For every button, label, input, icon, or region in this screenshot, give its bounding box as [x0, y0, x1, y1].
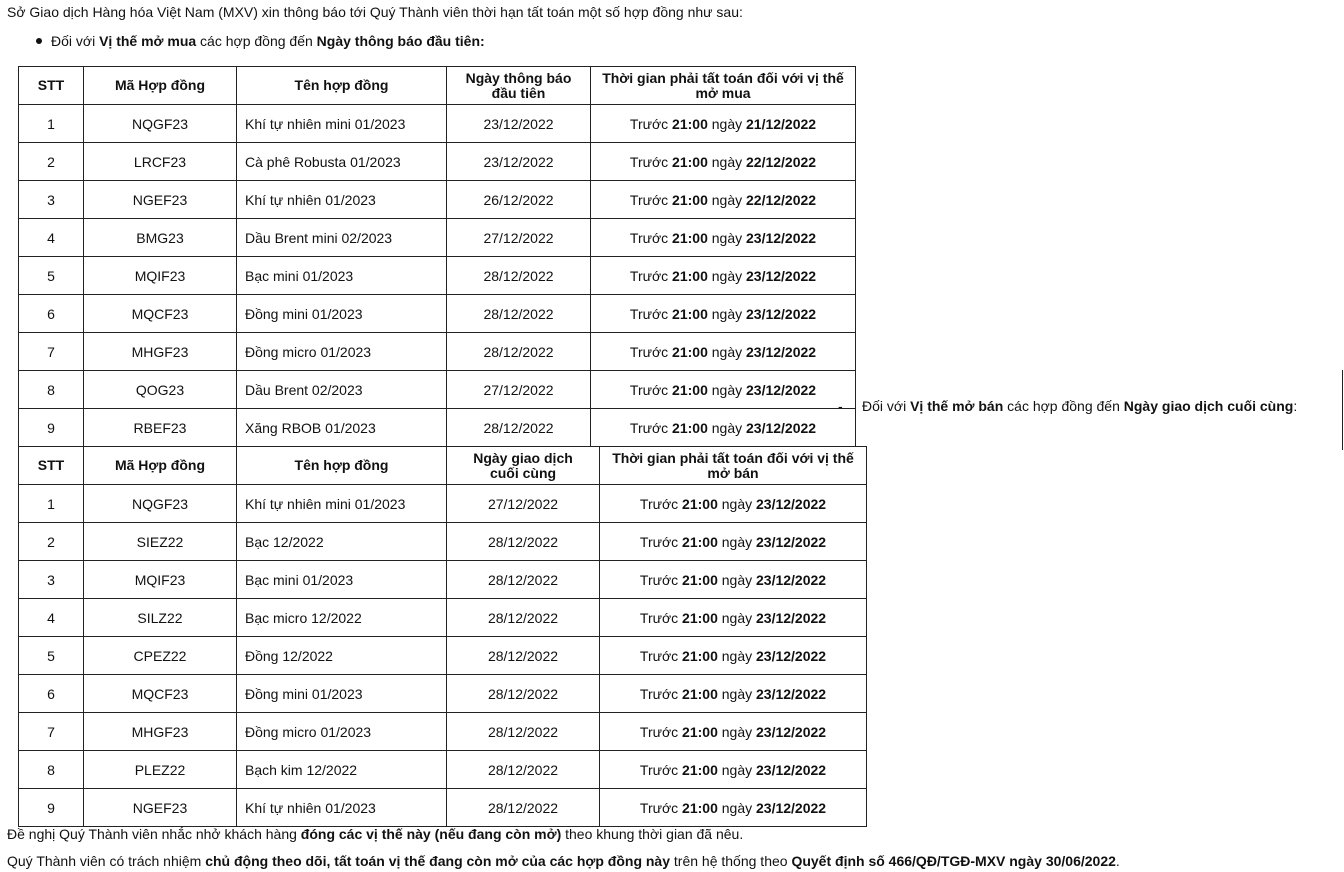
deadline-date: 23/12/2022 — [756, 723, 827, 740]
deadline-before: Trước — [629, 115, 673, 132]
deadline-date: 23/12/2022 — [746, 267, 817, 284]
deadline-ngay: ngày — [717, 647, 756, 664]
cell-code: BMG23 — [84, 219, 237, 257]
cell-stt: 9 — [19, 789, 84, 827]
table-row — [19, 181, 856, 219]
sell-heading-prefix: Đối với — [862, 398, 911, 414]
cell-deadline — [600, 637, 867, 675]
cell-stt: 9 — [19, 409, 84, 447]
cell-deadline — [591, 257, 856, 295]
cell-name: Đồng mini 01/2023 — [237, 675, 447, 713]
deadline-before: Trước — [639, 609, 683, 626]
reminder-bold: đóng các vị thế này (nếu đang còn mở) — [300, 826, 562, 842]
cell-date: 26/12/2022 — [447, 181, 591, 219]
cell-name: Xăng RBOB 01/2023 — [237, 409, 447, 447]
sell-section-heading — [838, 398, 1297, 414]
table-row — [19, 713, 867, 751]
cell-code: LRCF23 — [84, 143, 237, 181]
cell-name: Đồng 12/2022 — [237, 637, 447, 675]
deadline-date: 22/12/2022 — [746, 153, 817, 170]
cell-date: 28/12/2022 — [447, 523, 600, 561]
buy-heading-bold2: Ngày thông báo đầu tiên: — [316, 33, 485, 49]
buy-positions-table — [18, 66, 856, 447]
cell-deadline — [591, 105, 856, 143]
cell-name: Đồng micro 01/2023 — [237, 713, 447, 751]
table-row — [19, 523, 867, 561]
responsibility-prefix: Quý Thành viên có trách nhiệm — [7, 853, 206, 869]
cell-code: SILZ22 — [84, 599, 237, 637]
responsibility-bold2: Quyết định số 466/QĐ/TGĐ-MXV ngày 30/06/2022 — [791, 853, 1116, 869]
deadline-date: 21/12/2022 — [746, 115, 817, 132]
cell-deadline — [600, 789, 867, 827]
cell-stt: 1 — [19, 485, 84, 523]
deadline-time: 21:00 — [672, 381, 708, 398]
cell-code: SIEZ22 — [84, 523, 237, 561]
cell-deadline — [591, 371, 856, 409]
deadline-time: 21:00 — [672, 229, 708, 246]
cell-code: NQGF23 — [84, 105, 237, 143]
deadline-date: 22/12/2022 — [746, 191, 817, 208]
cell-date: 28/12/2022 — [447, 751, 600, 789]
cell-code: PLEZ22 — [84, 751, 237, 789]
deadline-date: 23/12/2022 — [756, 761, 827, 778]
cell-code: NQGF23 — [84, 485, 237, 523]
responsibility-text — [7, 853, 1120, 869]
bullet-icon — [36, 38, 42, 44]
cell-stt: 4 — [19, 599, 84, 637]
deadline-before: Trước — [629, 229, 673, 246]
table-row — [19, 333, 856, 371]
deadline-before: Trước — [639, 761, 683, 778]
cell-date: 28/12/2022 — [447, 675, 600, 713]
deadline-time: 21:00 — [682, 609, 718, 626]
cell-name: Khí tự nhiên 01/2023 — [237, 789, 447, 827]
table-row — [19, 789, 867, 827]
cell-deadline — [600, 561, 867, 599]
cell-date: 28/12/2022 — [447, 713, 600, 751]
cell-code: NGEF23 — [84, 789, 237, 827]
deadline-before: Trước — [639, 723, 683, 740]
cell-date: 28/12/2022 — [447, 257, 591, 295]
table-row — [19, 485, 867, 523]
frame-border-right — [1342, 370, 1343, 450]
cell-stt: 7 — [19, 333, 84, 371]
header-date: Ngày giao dịch cuối cùng — [447, 447, 600, 485]
cell-stt: 6 — [19, 675, 84, 713]
deadline-time: 21:00 — [682, 799, 718, 816]
header-stt: STT — [19, 67, 84, 105]
cell-code: MHGF23 — [84, 333, 237, 371]
cell-stt: 2 — [19, 143, 84, 181]
cell-code: QOG23 — [84, 371, 237, 409]
deadline-time: 21:00 — [682, 571, 718, 588]
deadline-time: 21:00 — [682, 761, 718, 778]
sell-heading-middle: các hợp đồng đến — [1003, 398, 1124, 414]
cell-name: Dầu Brent mini 02/2023 — [237, 219, 447, 257]
deadline-ngay: ngày — [717, 533, 756, 550]
cell-code: MQCF23 — [84, 295, 237, 333]
cell-deadline — [600, 713, 867, 751]
cell-deadline — [600, 751, 867, 789]
sell-heading-bold2: Ngày giao dịch cuối cùng — [1123, 398, 1294, 414]
deadline-ngay: ngày — [707, 305, 746, 322]
deadline-date: 23/12/2022 — [756, 571, 827, 588]
cell-date: 28/12/2022 — [447, 637, 600, 675]
deadline-time: 21:00 — [672, 191, 708, 208]
table-row — [19, 409, 856, 447]
buy-heading-bold1: Vị thế mở mua — [99, 33, 197, 49]
deadline-ngay: ngày — [707, 229, 746, 246]
cell-code: MQCF23 — [84, 675, 237, 713]
buy-heading-middle: các hợp đồng đến — [196, 33, 317, 49]
cell-code: MHGF23 — [84, 713, 237, 751]
table-row — [19, 143, 856, 181]
deadline-date: 23/12/2022 — [756, 799, 827, 816]
cell-name: Dầu Brent 02/2023 — [237, 371, 447, 409]
table-header-row — [19, 67, 856, 105]
cell-name: Khí tự nhiên 01/2023 — [237, 181, 447, 219]
deadline-ngay: ngày — [717, 571, 756, 588]
table-row — [19, 257, 856, 295]
responsibility-middle: trên hệ thống theo — [670, 853, 792, 869]
reminder-prefix: Đề nghị Quý Thành viên nhắc nhở khách hàng — [7, 826, 301, 842]
deadline-time: 21:00 — [682, 685, 718, 702]
cell-date: 28/12/2022 — [447, 295, 591, 333]
deadline-date: 23/12/2022 — [756, 609, 827, 626]
cell-deadline — [600, 599, 867, 637]
cell-date: 23/12/2022 — [447, 105, 591, 143]
cell-stt: 5 — [19, 637, 84, 675]
header-name: Tên hợp đồng — [237, 447, 447, 485]
table-row — [19, 561, 867, 599]
deadline-time: 21:00 — [672, 343, 708, 360]
deadline-ngay: ngày — [707, 115, 746, 132]
cell-stt: 8 — [19, 371, 84, 409]
deadline-date: 23/12/2022 — [756, 647, 827, 664]
cell-stt: 6 — [19, 295, 84, 333]
cell-name: Khí tự nhiên mini 01/2023 — [237, 485, 447, 523]
cell-date: 27/12/2022 — [447, 485, 600, 523]
table-row — [19, 371, 856, 409]
deadline-ngay: ngày — [717, 723, 756, 740]
cell-code: NGEF23 — [84, 181, 237, 219]
deadline-date: 23/12/2022 — [756, 495, 827, 512]
sell-heading-suffix: : — [1293, 398, 1298, 414]
cell-deadline — [591, 181, 856, 219]
cell-stt: 3 — [19, 561, 84, 599]
deadline-date: 23/12/2022 — [746, 229, 817, 246]
deadline-before: Trước — [629, 153, 673, 170]
cell-name: Bạc micro 12/2022 — [237, 599, 447, 637]
deadline-date: 23/12/2022 — [756, 533, 827, 550]
cell-date: 27/12/2022 — [447, 219, 591, 257]
deadline-ngay: ngày — [717, 799, 756, 816]
header-deadline: Thời gian phải tất toán đối với vị thế mở mua — [591, 67, 856, 105]
cell-name: Bạc mini 01/2023 — [237, 561, 447, 599]
deadline-date: 23/12/2022 — [746, 305, 817, 322]
cell-date: 23/12/2022 — [447, 143, 591, 181]
cell-code: MQIF23 — [84, 561, 237, 599]
deadline-before: Trước — [629, 191, 673, 208]
cell-date: 28/12/2022 — [447, 599, 600, 637]
deadline-ngay: ngày — [717, 761, 756, 778]
deadline-before: Trước — [629, 343, 673, 360]
cell-name: Bạc 12/2022 — [237, 523, 447, 561]
deadline-time: 21:00 — [672, 305, 708, 322]
deadline-before: Trước — [639, 685, 683, 702]
table-row — [19, 751, 867, 789]
deadline-time: 21:00 — [672, 153, 708, 170]
deadline-time: 21:00 — [682, 495, 718, 512]
cell-date: 28/12/2022 — [447, 789, 600, 827]
cell-name: Đồng micro 01/2023 — [237, 333, 447, 371]
cell-date: 28/12/2022 — [447, 333, 591, 371]
table-row — [19, 219, 856, 257]
deadline-ngay: ngày — [717, 609, 756, 626]
deadline-ngay: ngày — [707, 381, 746, 398]
table-row — [19, 295, 856, 333]
cell-deadline — [600, 523, 867, 561]
dash-marker: - — [838, 398, 843, 414]
deadline-date: 23/12/2022 — [746, 343, 817, 360]
buy-heading-prefix: Đối với — [51, 33, 100, 49]
intro-text: Sở Giao dịch Hàng hóa Việt Nam (MXV) xin thông báo tới Quý Thành viên thời hạn tất toán một số hợp đồng như sau: — [7, 4, 743, 20]
reminder-text — [7, 826, 743, 842]
deadline-date: 23/12/2022 — [756, 685, 827, 702]
header-date: Ngày thông báo đầu tiên — [447, 67, 591, 105]
cell-code: CPEZ22 — [84, 637, 237, 675]
deadline-before: Trước — [639, 571, 683, 588]
table-row — [19, 105, 856, 143]
deadline-ngay: ngày — [717, 495, 756, 512]
cell-stt: 8 — [19, 751, 84, 789]
cell-name: Khí tự nhiên mini 01/2023 — [237, 105, 447, 143]
deadline-before: Trước — [629, 267, 673, 284]
deadline-time: 21:00 — [672, 419, 708, 436]
reminder-suffix: theo khung thời gian đã nêu. — [561, 826, 744, 842]
cell-deadline — [591, 219, 856, 257]
deadline-before: Trước — [639, 533, 683, 550]
cell-stt: 7 — [19, 713, 84, 751]
buy-section-heading — [36, 33, 485, 49]
cell-date: 28/12/2022 — [447, 409, 591, 447]
cell-deadline — [591, 295, 856, 333]
header-code: Mã Hợp đồng — [84, 447, 237, 485]
deadline-time: 21:00 — [682, 647, 718, 664]
sell-positions-table — [18, 446, 867, 827]
deadline-date: 23/12/2022 — [746, 381, 817, 398]
cell-name: Cà phê Robusta 01/2023 — [237, 143, 447, 181]
table-header-row — [19, 447, 867, 485]
deadline-before: Trước — [639, 799, 683, 816]
cell-deadline — [591, 143, 856, 181]
header-deadline: Thời gian phải tất toán đối với vị thế mở bán — [600, 447, 867, 485]
deadline-ngay: ngày — [717, 685, 756, 702]
sell-heading-bold1: Vị thế mở bán — [910, 398, 1004, 414]
responsibility-suffix: . — [1115, 853, 1120, 869]
cell-date: 27/12/2022 — [447, 371, 591, 409]
deadline-date: 23/12/2022 — [746, 419, 817, 436]
header-stt: STT — [19, 447, 84, 485]
deadline-ngay: ngày — [707, 419, 746, 436]
cell-stt: 3 — [19, 181, 84, 219]
table-row — [19, 599, 867, 637]
cell-name: Bạch kim 12/2022 — [237, 751, 447, 789]
table-row — [19, 675, 867, 713]
header-name: Tên hợp đồng — [237, 67, 447, 105]
cell-stt: 2 — [19, 523, 84, 561]
cell-deadline — [600, 485, 867, 523]
deadline-time: 21:00 — [672, 115, 708, 132]
cell-name: Đồng mini 01/2023 — [237, 295, 447, 333]
cell-stt: 5 — [19, 257, 84, 295]
deadline-before: Trước — [639, 495, 683, 512]
table-row — [19, 637, 867, 675]
cell-date: 28/12/2022 — [447, 561, 600, 599]
deadline-before: Trước — [639, 647, 683, 664]
header-code: Mã Hợp đồng — [84, 67, 237, 105]
cell-name: Bạc mini 01/2023 — [237, 257, 447, 295]
deadline-time: 21:00 — [682, 723, 718, 740]
responsibility-bold1: chủ động theo dõi, tất toán vị thế đang còn mở của các hợp đồng này — [205, 853, 671, 869]
cell-stt: 4 — [19, 219, 84, 257]
cell-code: MQIF23 — [84, 257, 237, 295]
deadline-ngay: ngày — [707, 153, 746, 170]
deadline-ngay: ngày — [707, 267, 746, 284]
deadline-time: 21:00 — [672, 267, 708, 284]
cell-deadline — [591, 409, 856, 447]
deadline-before: Trước — [629, 419, 673, 436]
deadline-before: Trước — [629, 305, 673, 322]
deadline-ngay: ngày — [707, 191, 746, 208]
deadline-ngay: ngày — [707, 343, 746, 360]
cell-code: RBEF23 — [84, 409, 237, 447]
cell-deadline — [600, 675, 867, 713]
deadline-time: 21:00 — [682, 533, 718, 550]
cell-stt: 1 — [19, 105, 84, 143]
deadline-before: Trước — [629, 381, 673, 398]
cell-deadline — [591, 333, 856, 371]
